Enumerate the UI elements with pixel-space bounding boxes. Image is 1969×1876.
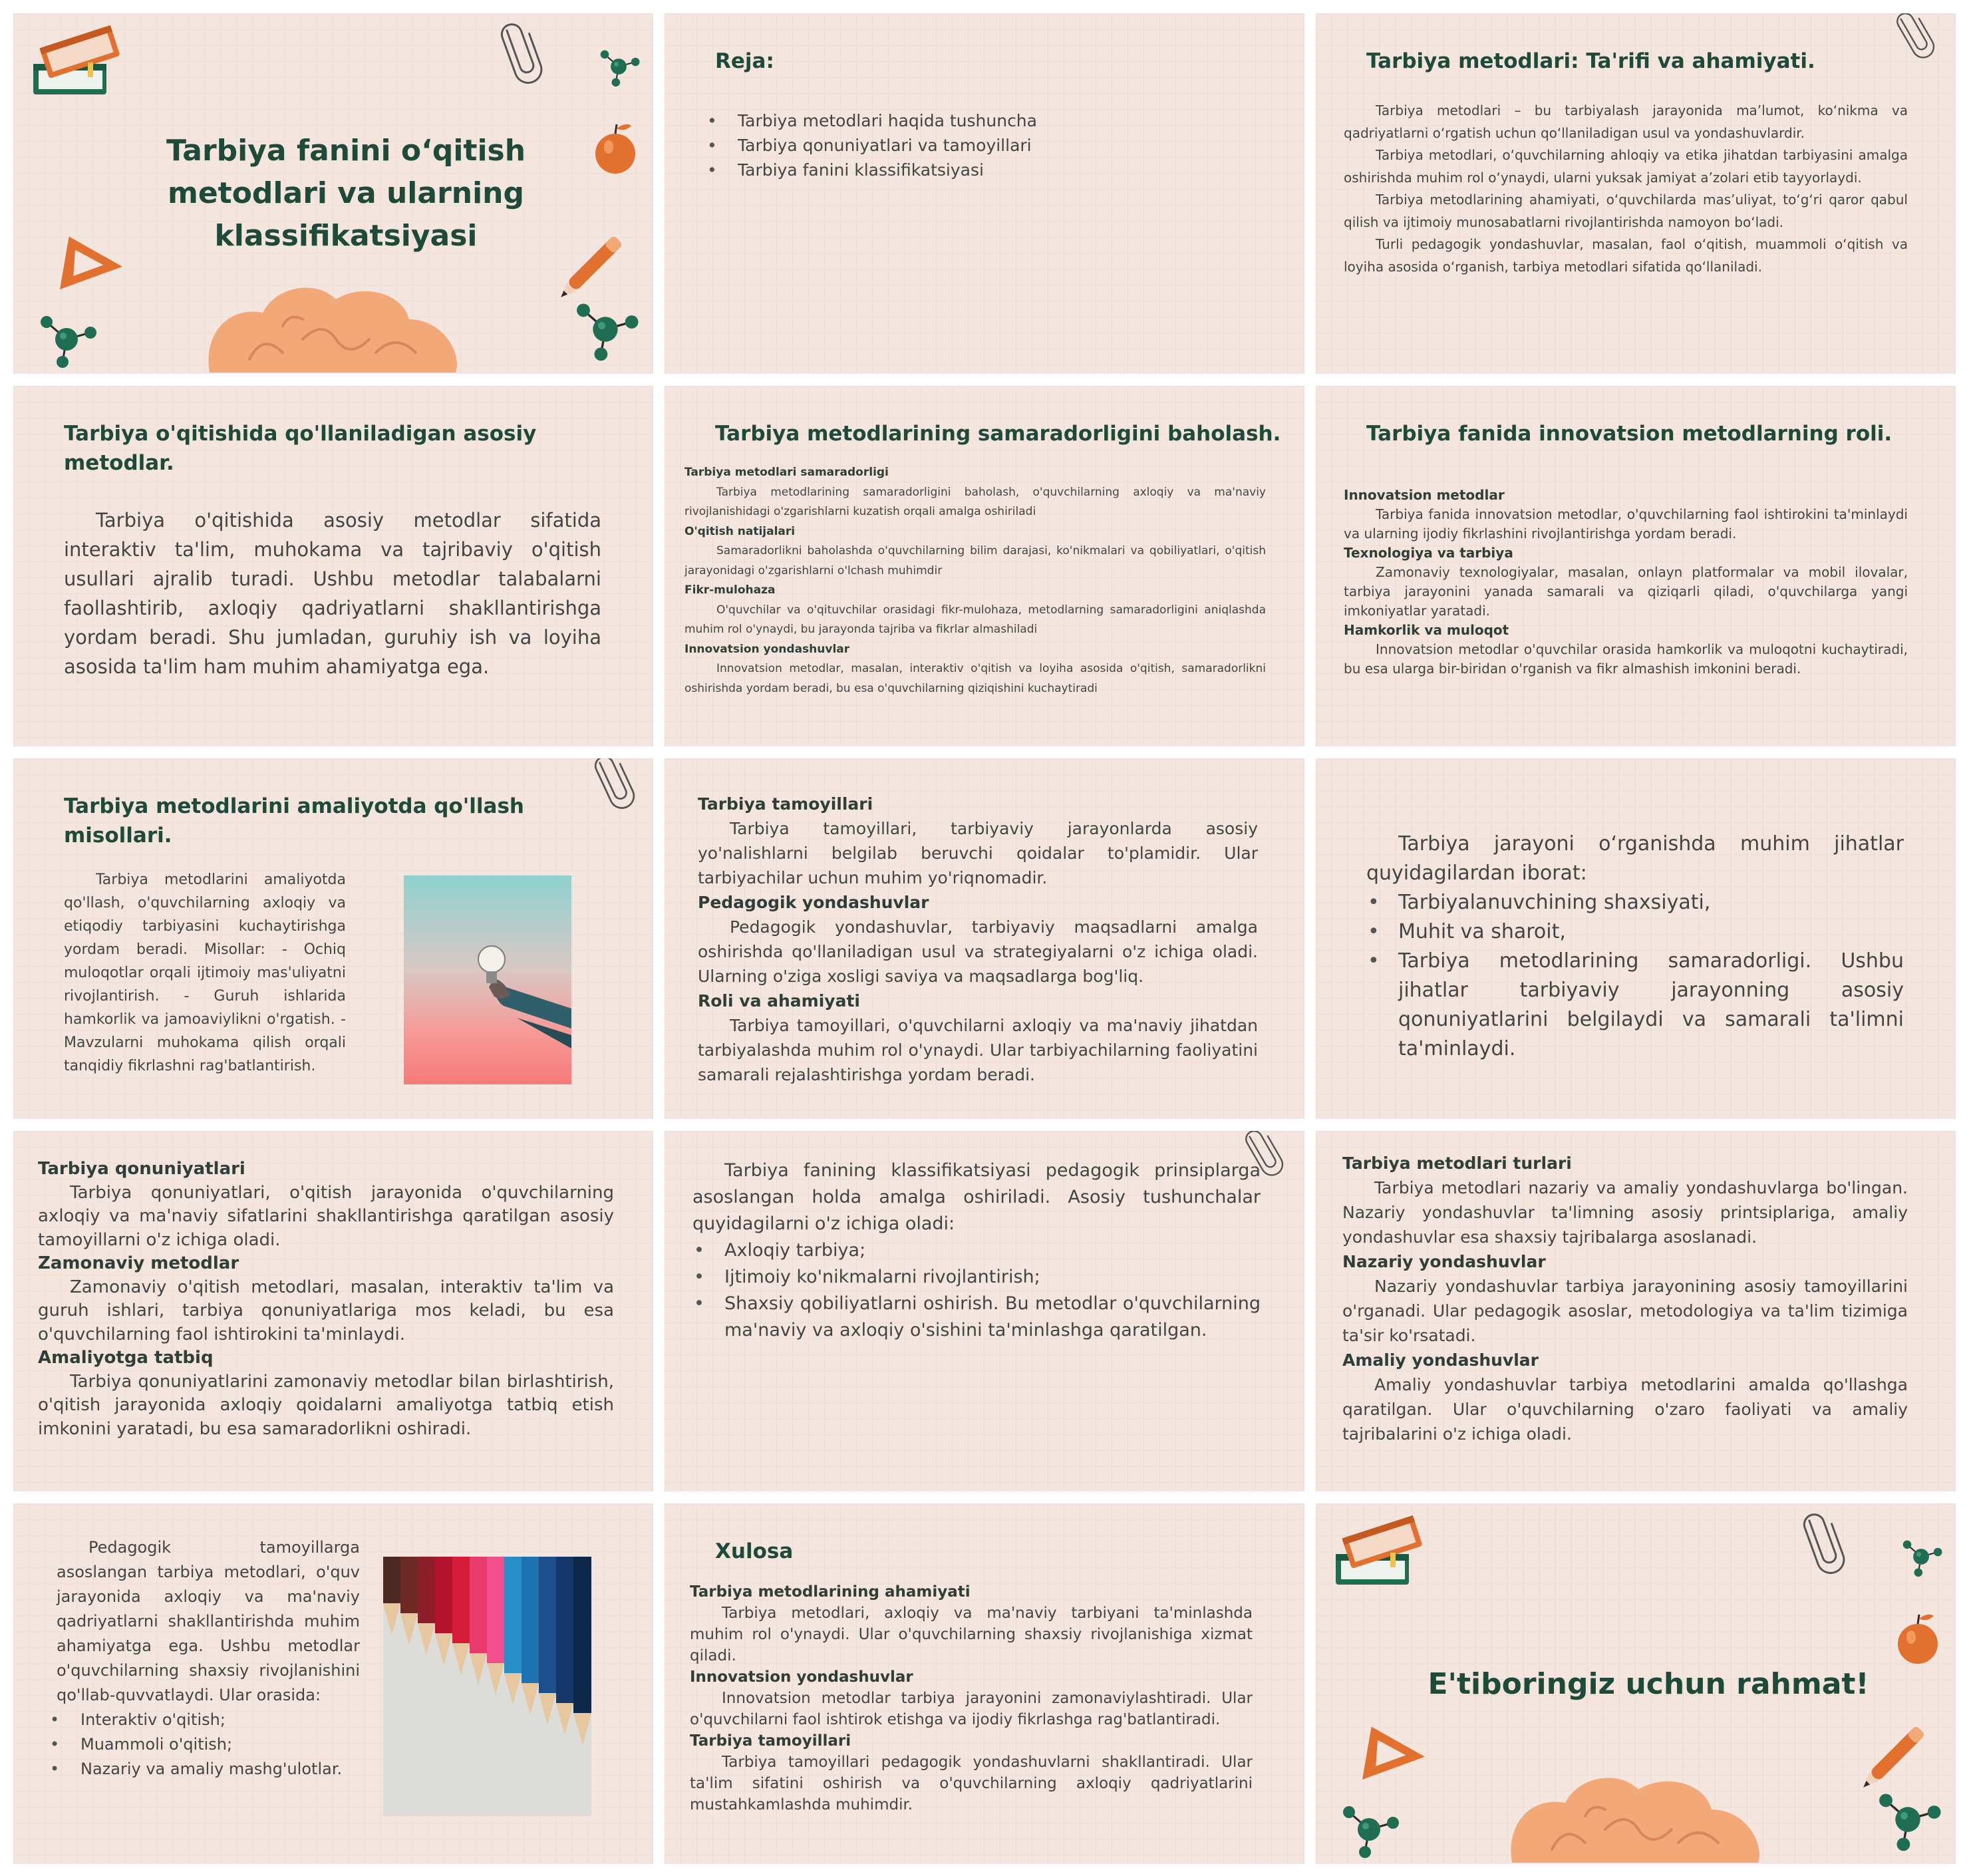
list-item: • Tarbiya qonuniyatlari va tamoyillari (738, 133, 1037, 158)
book-stack-icon (1336, 1530, 1436, 1610)
slide-method-types (1316, 1131, 1956, 1491)
classification-list (692, 1237, 1261, 1344)
list-item: • Tarbiya metodlari haqida tushuncha (738, 108, 1037, 133)
slide-heading: Tarbiya metodlarini amaliyotda qo'llash misollari. (64, 794, 524, 848)
paragraph: Pedagogik tamoyillarga asoslangan tarbiya metodlari, o'quv jarayonida axloqiy va ma'naviy qadriyatlarni shakllantirishda muhim ahamiyatga ega. Ushbu metodlar o'quvchilarning shaxsiy rivojlanishini qo'llab-quvvatlaydi. Ular orasida: (57, 1538, 360, 1704)
paragraph: Tarbiya qonuniyatlarini zamonaviy metodlar bilan birlashtirish, o'qitish jarayonida axloqiy qoidalarni amaliyotga tatbiq etish imkonini yaratadi, bu esa samaradorlikni oshiradi. (38, 1371, 614, 1439)
thanks-title: E'tiboringiz uchun rahmat! (1428, 1667, 1869, 1701)
slide-heading: Tarbiya o'qitishida qo'llaniladigan asosiy metodlar. (64, 422, 537, 475)
section-heading: Roli va ahamiyati (698, 991, 860, 1011)
brain-icon (203, 276, 469, 374)
page-title: Tarbiya fanini o‘qitish metodlari va ularning klassifikatsiyasi (166, 134, 526, 253)
paragraph: Tarbiya metodlarining ahamiyati, o‘quvchilarda mas’uliyat, to‘g‘ri qaror qabul qilish va ijtimoiy munosabatlarni rivojlantirishda namoyon bo‘ladi. (1344, 192, 1908, 230)
slide-heading: Xulosa (715, 1539, 794, 1563)
list-item: • Ijtimoiy ko'nikmalarni rivojlantirish; (724, 1264, 1261, 1291)
classification-text (692, 1158, 1261, 1344)
paragraph: Tarbiya metodlarining samaradorligini baholash, o'quvchilarning axloqiy va ma'naviy rivojlanishidagi o'zgarishlarni kuzatish orqali amalga oshiriladi (684, 485, 1266, 518)
innovation-text (1344, 486, 1908, 679)
section-heading: Amaliy yondashuvlar (1342, 1350, 1539, 1370)
slide-definition (1316, 13, 1956, 374)
plan-list (738, 108, 1037, 182)
section-heading: Zamonaviy metodlar (38, 1253, 239, 1273)
paragraph: Tarbiya tamoyillari pedagogik yondashuvlarni shakllantiradi. Ular ta'lim sifatini oshirish va o'quvchilarning axloqiy qadriyatlarini mustahkamlashda muhimdir. (690, 1754, 1253, 1813)
list-item: • Axloqiy tarbiya; (724, 1237, 1261, 1264)
molecule-icon (1871, 1780, 1938, 1846)
section-heading: Pedagogik yondashuvlar (698, 893, 929, 912)
paragraph: Samaradorlikni baholashda o'quvchilarning bilim darajasi, ko'nikmalari va qobiliyatlari, o'qitish jarayonidagi o'zgarishlarni o'lchash muhimdir (684, 544, 1266, 577)
section-heading: O'qitish natijalari (684, 524, 796, 538)
definition-text (1344, 100, 1908, 278)
laws-text (38, 1158, 614, 1441)
section-heading: Tarbiya tamoyillari (690, 1732, 851, 1750)
list-item: • Interaktiv o'qitish; (80, 1708, 360, 1732)
paragraph: Tarbiya tamoyillari, tarbiyaviy jarayonlarda asosiy yo'nalishlarni belgilab beruvchi qoidalar to'plamidir. Ular tarbiyachilar uchun muhim yo'riqnomadir. (698, 819, 1258, 887)
evaluation-text (684, 463, 1266, 699)
brain-icon (1505, 1766, 1771, 1864)
aspects-text (1366, 830, 1904, 1064)
paragraph: Tarbiya qonuniyatlari, o'qitish jarayonida o'quvchilarning axloqiy va ma'naviy sifatlarini shakllantirishga qaratilgan asosiy tamoyillarni o'z ichiga oladi. (38, 1182, 614, 1250)
list-item: • Tarbiya fanini klassifikatsiyasi (738, 158, 1037, 182)
slide-principles (665, 758, 1304, 1119)
conclusion-text (690, 1581, 1253, 1815)
section-heading: Innovatsion yondashuvlar (690, 1668, 913, 1686)
paragraph: Zamonaviy o'qitish metodlari, masalan, interaktiv ta'lim va guruh ishlari, tarbiya qonuniyatlariga mos keladi, bu esa o'quvchilarning faol ishtirokini ta'minlaydi. (38, 1277, 614, 1344)
slide-heading: Tarbiya metodlari: Ta'rifi va ahamiyati. (1366, 49, 1815, 73)
section-heading: Tarbiya metodlari turlari (1342, 1154, 1572, 1173)
lightbulb-photo (404, 875, 571, 1084)
paragraph: Innovatsion metodlar, masalan, interaktiv o'qitish va loyiha asosida o'qitish, samaradorlikni oshirishda yordam beradi, bu esa o'quvchilarning qiziqishini kuchaytiradi (684, 662, 1266, 695)
pedagogical-text (57, 1535, 360, 1782)
paragraph: Amaliy yondashuvlar tarbiya metodlarini amalda qo'llashga qaratilgan. Ular o'quvchilarning o'zaro faoliyati va amaliy tajribalarini o'z ichiga oladi. (1342, 1375, 1908, 1444)
aspects-list (1366, 888, 1904, 1064)
paragraph: Tarbiya metodlari, axloqiy va ma'naviy tarbiyani ta'minlashda muhim rol o'ynaydi. Ular o'quvchilarning shaxsiy rivojlanishiga xizmat qiladi. (690, 1605, 1253, 1664)
section-heading: Nazariy yondashuvlar (1342, 1252, 1546, 1271)
slide-conclusion (665, 1503, 1304, 1864)
slide-laws (13, 1131, 653, 1491)
triangle-ruler-icon (50, 233, 136, 306)
molecule-icon (569, 289, 635, 356)
paragraph: Tarbiya metodlari, o‘quvchilarning ahloqiy va etika jihatdan tarbiyasini amalga oshirishda muhim rol o‘ynaydi, ularni yuksak jamiyat a’zolari etib tayyorlaydi. (1344, 147, 1908, 186)
section-heading: Tarbiya qonuniyatlari (38, 1159, 245, 1179)
paragraph: Tarbiya fanining klassifikatsiyasi pedagogik prinsiplarga asoslangan holda amalga oshiriladi. Asosiy tushunchalar quyidagilarni o'z ichiga oladi: (692, 1160, 1261, 1234)
section-heading: Tarbiya metodlarining ahamiyati (690, 1583, 971, 1601)
paperclip-icon (1901, 13, 1934, 67)
slide-aspects (1316, 758, 1956, 1119)
section-heading: Innovatsion metodlar (1344, 487, 1505, 503)
section-heading: Tarbiya tamoyillari (698, 794, 873, 814)
slide-thanks (1316, 1503, 1956, 1864)
book-stack-icon (33, 40, 133, 120)
section-heading: Amaliyotga tatbiq (38, 1348, 214, 1368)
list-item: • Nazariy va amaliy mashg'ulotlar. (80, 1757, 360, 1782)
section-heading: Hamkorlik va muloqot (1344, 622, 1509, 638)
slide-heading: Tarbiya metodlarining samaradorligini baholash. (715, 422, 1281, 446)
molecule-icon (599, 40, 645, 86)
slide-innovation (1316, 386, 1956, 746)
paragraph: Zamonaviy texnologiyalar, masalan, onlayn platformalar va mobil ilovalar, tarbiya jarayonini yanada samarali va qiziqarli qiladi, o'quvchilarga yangi imkoniyatlar yaratadi. (1344, 564, 1908, 619)
paragraph: O'quvchilar va o'qituvchilar orasidagi fikr-mulohaza, metodlarning samaradorligini aniqlashda muhim rol o'ynaydi, bu jarayonda tajriba va fikrlar almashiladi (684, 603, 1266, 636)
list-item: • Shaxsiy qobiliyatlarni oshirish. Bu metodlar o'quvchilarning ma'naviy va axloqiy o'sishini ta'minlashga qaratilgan. (724, 1291, 1261, 1344)
section-heading: Fikr-mulohaza (684, 583, 776, 597)
paragraph: Tarbiya fanida innovatsion metodlar, o'quvchilarning faol ishtirokini ta'minlaydi va ularning ijodiy fikrlashini rivojlantirishga yordam beradi. (1344, 506, 1908, 542)
method-types-text (1342, 1151, 1908, 1446)
paperclip-icon (509, 27, 542, 100)
slide-classification (665, 1131, 1304, 1491)
principles-text (698, 792, 1258, 1087)
list-item: • Muhit va sharoit, (1398, 917, 1904, 947)
triangle-ruler-icon (1352, 1723, 1439, 1796)
paragraph: Nazariy yondashuvlar tarbiya jarayonining asosiy tamoyillarini o'rganadi. Ular pedagogik asoslar, metodologiya va ta'lim tizimiga ta'sir ko'rsatadi. (1342, 1277, 1908, 1345)
pedagogical-list (57, 1708, 360, 1782)
paragraph: Innovatsion metodlar tarbiya jarayonini zamonaviylashtiradi. Ular o'quvchilarni faol ishtirok etishga va ijodiy fikrlashga rag'batlantiradi. (690, 1690, 1253, 1728)
molecule-icon (1901, 1530, 1948, 1577)
apple-icon (592, 113, 639, 173)
list-item: • Muammoli o'qitish; (80, 1732, 360, 1757)
apple-icon (1894, 1603, 1941, 1663)
paperclip-icon (599, 758, 639, 818)
practice-text: Tarbiya metodlarini amaliyotda qo'llash, o'quvchilarning axloqiy va etiqodiy tarbiyasini kuchaytirishga yordam beradi. Misollar: - Ochiq muloqotlar orqali ijtimoiy mas'uliyatni rivojlantirish. - Guruh ishlarida hamkorlik va jamoaviylikni o'rgatish. - Mavzularni muhokama qilish orqali tanqidiy fikrlashni rag'batlantirish. (64, 871, 346, 1074)
color-pencils-photo (383, 1557, 591, 1816)
main-methods-text: Tarbiya o'qitishida asosiy metodlar sifatida interaktiv ta'lim, muhokama va tajribaviy o'qitish usullari ajralib turadi. Ushbu metodlar talabalarni faollashtirib, axloqiy qadriyatlarni shakllantirishga yordam beradi. Shu jumladan, guruhiy ish va loyiha asosida ta'lim ham muhim ahamiyatga ega. (64, 509, 601, 678)
slide-plan (665, 13, 1304, 374)
paragraph: Innovatsion metodlar o'quvchilar orasida hamkorlik va muloqotni kuchaytiradi, bu esa ularga bir-biridan o'rganish va fikr almashish imkonini beradi. (1344, 641, 1908, 677)
paragraph: Tarbiya tamoyillari, o'quvchilarni axloqiy va ma'naviy jihatdan tarbiyalashda muhim rol o'ynaydi. Ular tarbiyachilarning faoliyatini samarali rejalashtirishga yordam beradi. (698, 1016, 1258, 1084)
list-item: • Tarbiyalanuvchining shaxsiyati, (1398, 888, 1904, 917)
paragraph: Turli pedagogik yondashuvlar, masalan, faol o‘qitish, muammoli o‘qitish va loyiha asosida o‘rganish, tarbiya metodlari sifatida qo‘llaniladi. (1344, 236, 1908, 275)
section-heading: Innovatsion yondashuvlar (684, 642, 850, 656)
list-item: • Tarbiya metodlarining samaradorligi. Ushbu jihatlar tarbiyaviy jarayonning asosiy qonuniyatlarini belgilaydi va samarali ta'limni ta'minlaydi. (1398, 947, 1904, 1064)
slide-evaluation (665, 386, 1304, 746)
slide-heading: Reja: (715, 49, 774, 73)
paragraph: Tarbiya jarayoni o‘rganishda muhim jihatlar quyidagilardan iborat: (1366, 832, 1904, 885)
paragraph: Pedagogik yondashuvlar, tarbiyaviy maqsadlarni amalga oshirishda qo'llaniladigan usul va strategiyalarni o'z ichiga oladi. Ularning o'ziga xosligi saviya va maqsadlarga bog'liq. (698, 917, 1258, 986)
paragraph: Tarbiya metodlari – bu tarbiyalash jarayonida ma’lumot, ko‘nikma va qadriyatlarni o‘rgatish uchun qo‘llaniladigan usul va yondashuvlardir. (1344, 102, 1908, 141)
section-heading: Tarbiya metodlari samaradorligi (684, 466, 889, 479)
slide-pedagogical (13, 1503, 653, 1864)
molecule-icon (1329, 1796, 1396, 1863)
paragraph: Tarbiya metodlari nazariy va amaliy yondashuvlarga bo'lingan. Nazariy yondashuvlar ta'limning asosiy printsiplariga, amaliy yondashuvlar esa shaxsiy tajribalarga asoslanadi. (1342, 1178, 1908, 1247)
slide-main-methods (13, 386, 653, 746)
slide-title (13, 13, 653, 374)
section-heading: Texnologiya va tarbiya (1344, 545, 1513, 561)
slide-practice (13, 758, 653, 1119)
slide-heading: Tarbiya fanida innovatsion metodlarning roli. (1366, 422, 1893, 446)
molecule-icon (27, 306, 93, 373)
paperclip-icon (1811, 1517, 1845, 1590)
